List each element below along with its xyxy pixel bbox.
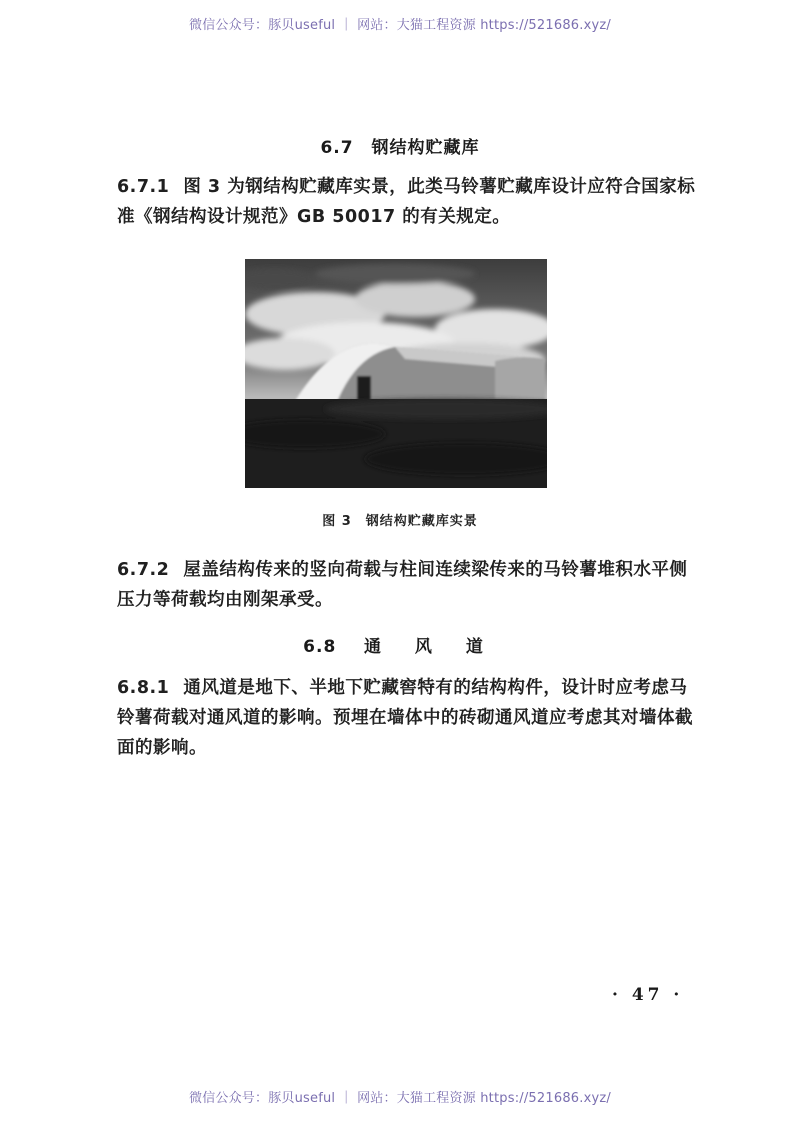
figure-number: 图 3	[322, 514, 352, 529]
clause-6-8-1	[117, 673, 697, 763]
clause-text: 图 3 为钢结构贮藏库实景，此类马铃薯贮藏库设计应符合国家标准《钢结构设计规范》GB 50017 的有关规定。	[117, 177, 696, 227]
page-number: · 47 ·	[612, 985, 684, 1005]
section-6-7-heading: 6.7 钢结构贮藏库	[320, 138, 480, 158]
section-title-text: 通 风 道	[363, 637, 497, 657]
section-number: 6.8	[303, 637, 337, 657]
clause-text: 通风道是地下、半地下贮藏窖特有的结构构件，设计时应考虑马铃薯荷载对通风道的影响。预埋在墙体中的砖砌通风道应考虑其对墙体截面的影响。	[117, 678, 693, 758]
clause-6-7-1	[117, 172, 697, 232]
clause-number: 6.7.2	[117, 560, 170, 580]
figure-caption-text: 钢结构贮藏库实景	[365, 514, 478, 529]
figure-3-caption	[0, 510, 800, 529]
clause-text: 屋盖结构传来的竖向荷载与柱间连续梁传来的马铃薯堆积水平侧压力等荷载均由刚架承受。	[117, 560, 688, 610]
clause-number: 6.7.1	[117, 177, 170, 197]
figure-3-photo	[245, 259, 547, 488]
watermark-bottom: 微信公众号：豚贝useful ｜ 网站：大猫工程资源 https://521686.xyz/	[189, 1091, 611, 1106]
clause-6-7-2	[117, 555, 697, 615]
watermark-top: 微信公众号：豚贝useful ｜ 网站：大猫工程资源 https://521686.xyz/	[189, 18, 611, 33]
steel-warehouse-photo-icon	[245, 259, 547, 488]
section-6-8-heading	[0, 632, 800, 657]
clause-number: 6.8.1	[117, 678, 170, 698]
